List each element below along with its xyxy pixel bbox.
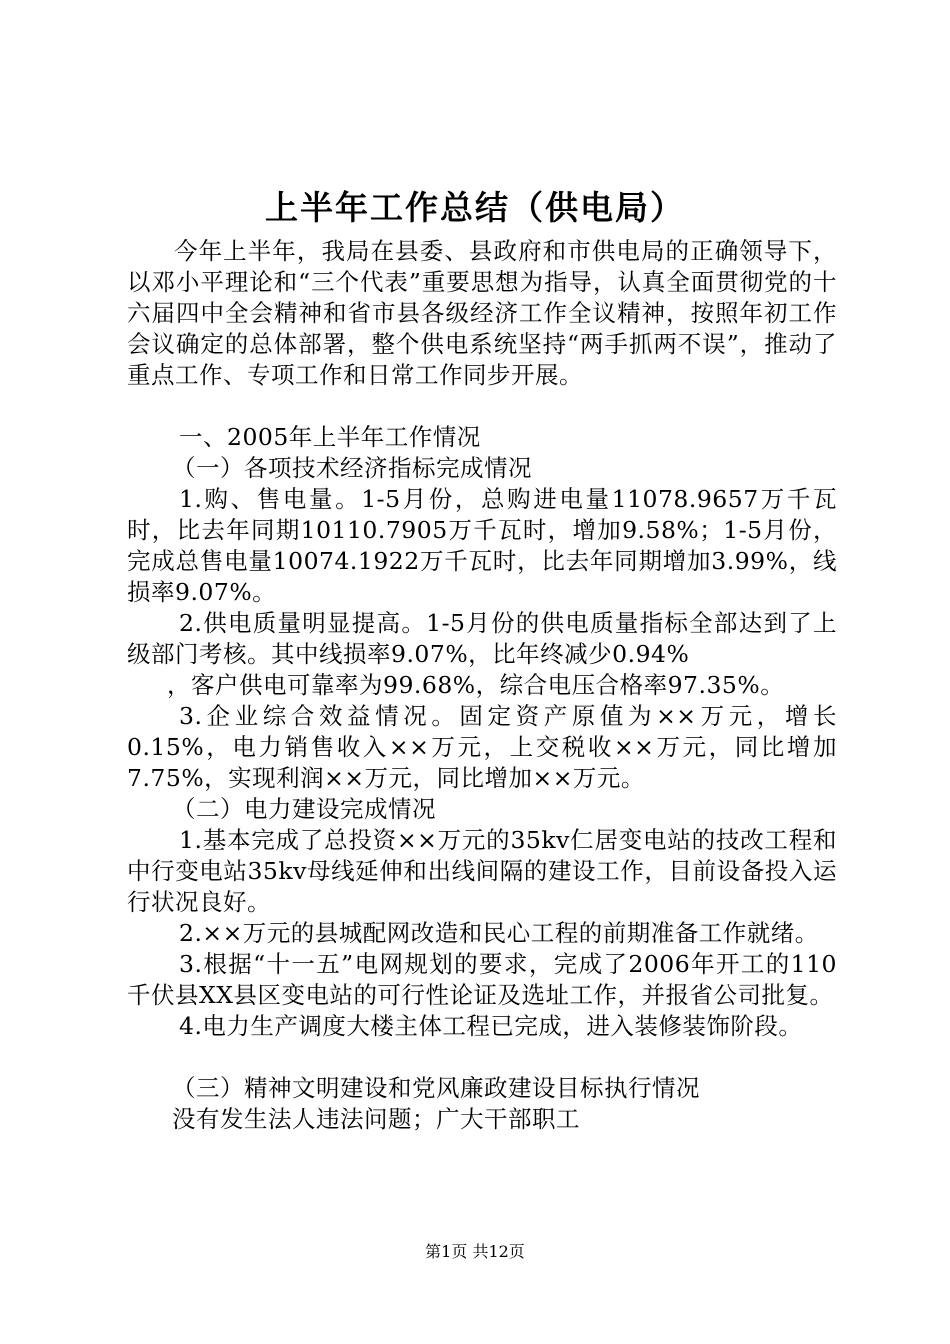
subsection-heading: （一）各项技术经济指标完成情况: [172, 454, 532, 482]
document-body: [127, 236, 837, 1135]
paragraph-gap: [127, 1042, 837, 1073]
document-title: 上半年工作总结（供电局）: [265, 188, 685, 227]
page-number: 第1页 共12页: [425, 1242, 525, 1261]
intro-paragraph: 今年上半年，我局在县委、县政府和市供电局的正确领导下，以邓小平理论和“三个代表”重要思想为指导，认真全面贯彻党的十六届四中全会精神和省市县各级经济工作全议精神，按照年初工作会议确定的总体部署，整个供电系统坚持“两手抓两不误”，推动了重点工作、专项工作和日常工作同步开展。: [127, 237, 837, 389]
section-heading: 一、2005年上半年工作情况: [179, 423, 481, 451]
list-item: 3.企业综合效益情况。固定资产原值为××万元，增长0.15%，电力销售收入××万元，上交税收××万元，同比增加7.75%，实现利润××万元，同比增加××万元。: [127, 702, 837, 792]
subsection-heading: （三）精神文明建设和党风廉政建设目标执行情况: [172, 1074, 700, 1102]
list-item: 4.电力生产调度大楼主体工程已完成，进入装修装饰阶段。: [179, 1012, 803, 1040]
list-item: 3.根据“十一五”电网规划的要求，完成了2006年开工的110千伏县XX县区变电站的可行性论证及选址工作，并报省公司批复。: [127, 950, 837, 1009]
list-item: 2.××万元的县城配网改造和民心工程的前期准备工作就绪。: [179, 919, 819, 947]
list-item: 1.基本完成了总投资××万元的35kv仁居变电站的技改工程和中行变电站35kv母线延伸和出线间隔的建设工作，目前设备投入运行状况良好。: [127, 826, 837, 916]
list-item-continuation: ，客户供电可靠率为99.68%，综合电压合格率97.35%。: [167, 671, 785, 699]
list-item: 1.购、售电量。1-5月份，总购进电量11078.9657万千瓦时，比去年同期10110.7905万千瓦时，增加9.58%；1-5月份，完成总售电量10074.1922万千瓦时，比去年同期增加3.99%，线损率9.07%。: [127, 485, 837, 606]
body-paragraph: 没有发生法人违法问题；广大干部职工: [172, 1105, 580, 1133]
paragraph-gap: [127, 391, 837, 422]
list-item: 2.供电质量明显提高。1-5月份的供电质量指标全部达到了上级部门考核。其中线损率9.07%，比年终减少0.94%: [127, 609, 837, 668]
subsection-heading: （二）电力建设完成情况: [172, 795, 436, 823]
